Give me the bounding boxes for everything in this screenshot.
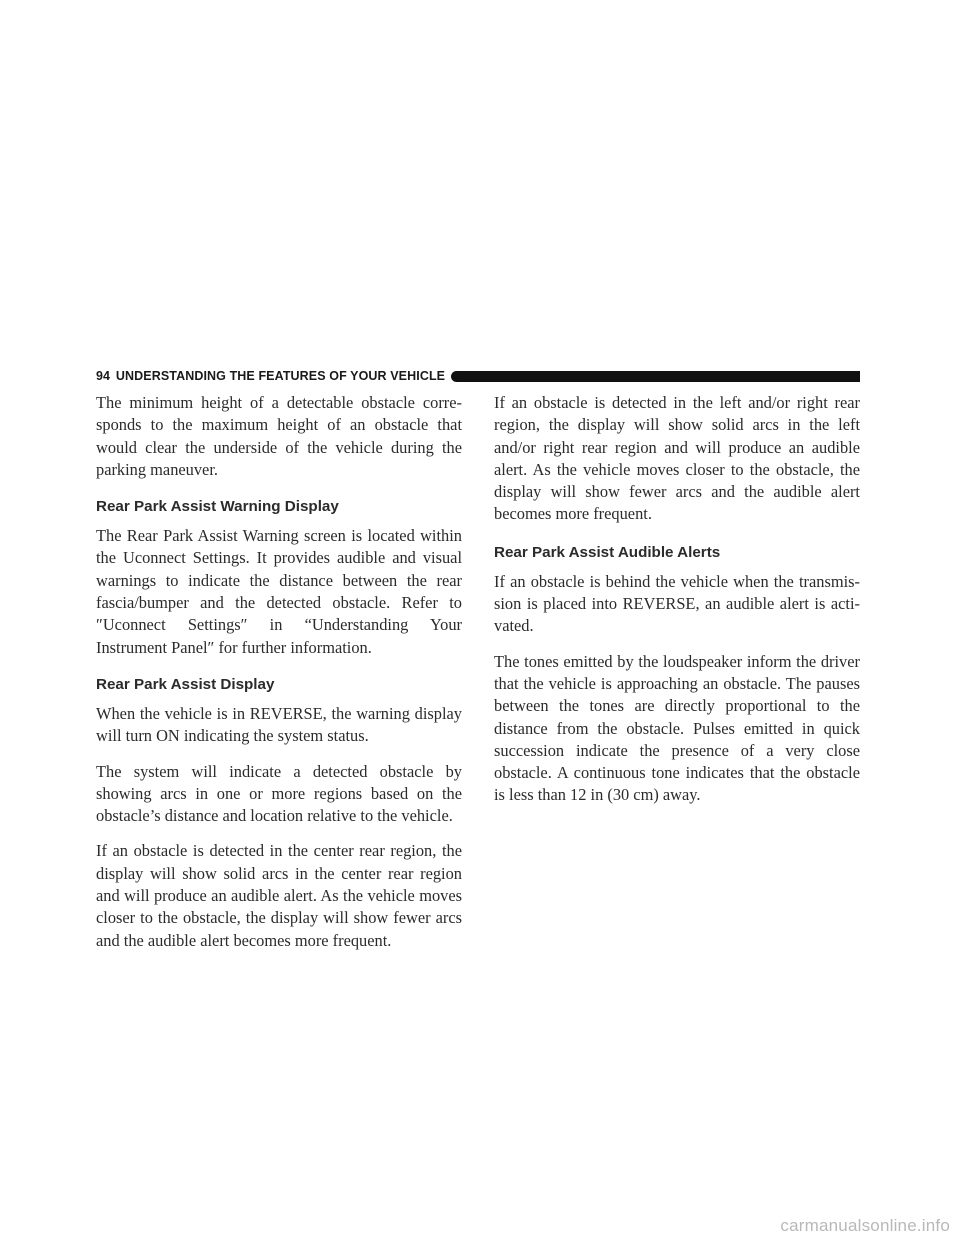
heading-audible-alerts: Rear Park Assist Audible Alerts [494,543,721,561]
heading-park-assist-display: Rear Park Assist Display [96,675,275,693]
right-column [494,392,860,820]
paragraph-arcs-regions: The system will indicate a detected obstacle by showing arcs in one or more regions based on the obstacle’s distance and location relative to the vehicle. [96,761,462,826]
left-column [96,392,462,965]
heading-warning-display: Rear Park Assist Warning Display [96,498,339,516]
paragraph-warning-screen: The Rear Park Assist Warning screen is located within the Uconnect Settings. It provides audible and visual warnings to indicate the distance between the rear fascia/bumper and the detected obstacle. Refer to ″Uconnect Settings″ in “Understanding Your Instrument Panel″ for further information. [96,526,462,657]
header-rule [451,371,860,382]
paragraph-tones: The tones emitted by the loudspeaker inform the driver that the vehicle is approaching an obstacle. The pauses between the tones are directly proportional to the distance from the obstacle. Pulses emitted in quick succession indicate the presence of a very close obstacle. A continuous tone indicates that the obstacle is less than 12 in (30 cm) away. [494,651,860,805]
paragraph-reverse-alert: If an obstacle is behind the vehicle when the transmis-sion is placed into REVERSE, an audible alert is acti-vated. [494,571,860,636]
paragraph-reverse-display: When the vehicle is in REVERSE, the warning display will turn ON indicating the system status. [96,703,462,746]
page-number: 94 [96,369,110,383]
page-header [96,366,860,386]
paragraph-left-right-rear: If an obstacle is detected in the left and/or right rear region, the display will show solid arcs in the left and/or right rear region and will produce an audible alert. As the vehicle moves closer to the obstacle, the display will show fewer arcs and the audible alert becomes more frequent. [494,393,860,524]
paragraph-center-rear: If an obstacle is detected in the center rear region, the display will show solid arcs in the center rear region and will produce an audible alert. As the vehicle moves closer to the obstacle, the display will show fewer arcs and the audible alert becomes more frequent. [96,841,462,950]
watermark-text: carmanualsonline.info [780,1216,950,1235]
paragraph-min-height: The minimum height of a detectable obstacle corre-sponds to the maximum height of an obstacle that would clear the underside of the vehicle during the parking maneuver. [96,393,462,479]
section-title: UNDERSTANDING THE FEATURES OF YOUR VEHICLE [115,369,446,383]
